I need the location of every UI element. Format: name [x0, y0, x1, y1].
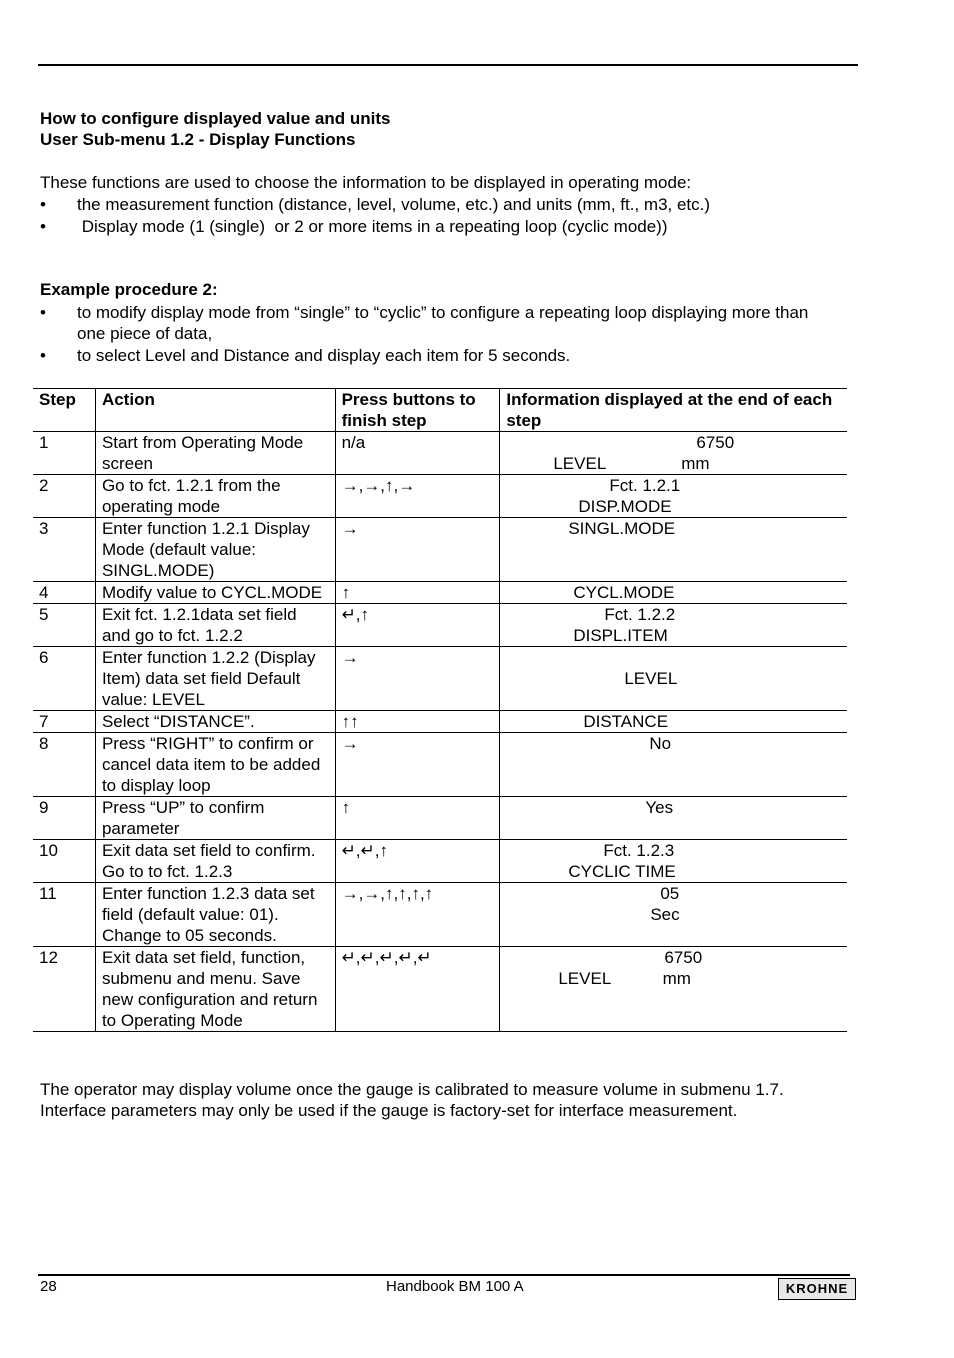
info-cell	[500, 711, 847, 733]
step-cell: 4	[33, 582, 95, 604]
action-cell: Exit fct. 1.2.1data set field and go to fct. 1.2.2	[95, 604, 335, 647]
page-number: 28	[40, 1278, 57, 1295]
step-cell: 11	[33, 883, 95, 947]
step-cell: 8	[33, 733, 95, 797]
info-line: 6750	[696, 433, 735, 452]
action-cell: Start from Operating Mode screen	[95, 432, 335, 475]
info-line: Fct. 1.2.2	[604, 605, 676, 624]
press-buttons-cell: →	[335, 518, 500, 582]
press-buttons-cell: →	[335, 647, 500, 711]
krohne-logo: KROHNE	[778, 1278, 856, 1300]
bullet-icon: •	[40, 303, 46, 322]
example-title: Example procedure 2:	[40, 280, 218, 299]
info-cell	[500, 840, 847, 883]
press-buttons-cell: ↑	[335, 582, 500, 604]
header-action: Action	[95, 389, 335, 432]
info-line: No	[649, 734, 672, 753]
step-cell: 9	[33, 797, 95, 840]
info-line: Fct. 1.2.1	[609, 476, 681, 495]
action-cell: Select “DISTANCE”.	[95, 711, 335, 733]
table-header-row	[33, 389, 847, 432]
info-line: Yes	[645, 798, 674, 817]
press-buttons-cell: ↵,↑	[335, 604, 500, 647]
action-cell: Enter function 1.2.2 (Display Item) data set field Default value: LEVEL	[95, 647, 335, 711]
header-rule	[38, 64, 858, 66]
footer-rule	[38, 1274, 850, 1276]
info-cell	[500, 475, 847, 518]
intro-text: These functions are used to choose the information to be displayed in operating mode:	[40, 173, 692, 192]
info-cell	[500, 947, 847, 1032]
info-line: DISTANCE	[583, 712, 669, 731]
step-cell: 1	[33, 432, 95, 475]
bullet-icon: •	[40, 217, 46, 236]
bullet-icon: •	[40, 195, 46, 214]
info-line: CYCLIC TIME	[568, 862, 676, 881]
info-cell	[500, 432, 847, 475]
press-buttons-cell: ↵,↵,↑	[335, 840, 500, 883]
action-cell: Enter function 1.2.1 Display Mode (default value: SINGL.MODE)	[95, 518, 335, 582]
step-cell: 2	[33, 475, 95, 518]
table-row	[33, 797, 847, 840]
info-line: Fct. 1.2.3	[603, 841, 675, 860]
info-cell	[500, 582, 847, 604]
info-line: DISPL.ITEM	[573, 626, 668, 645]
action-cell: Go to fct. 1.2.1 from the operating mode	[95, 475, 335, 518]
table-row	[33, 733, 847, 797]
info-line: LEVEL mm	[553, 454, 710, 473]
section-heading: How to configure displayed value and units	[40, 109, 391, 128]
table-row	[33, 711, 847, 733]
info-cell	[500, 733, 847, 797]
info-line: 05	[660, 884, 680, 903]
action-cell: Modify value to CYCL.MODE	[95, 582, 335, 604]
info-cell	[500, 797, 847, 840]
header-press: Press buttons to finish step	[335, 389, 500, 432]
table-row	[33, 947, 847, 1032]
info-line: 6750	[664, 948, 703, 967]
header-step: Step	[33, 389, 95, 432]
procedure-table	[33, 388, 847, 1032]
press-buttons-cell: →,→,↑,↑,↑,↑	[335, 883, 500, 947]
action-cell: Exit data set field to confirm. Go to to fct. 1.2.3	[95, 840, 335, 883]
action-cell: Enter function 1.2.3 data set field (default value: 01). Change to 05 seconds.	[95, 883, 335, 947]
step-cell: 12	[33, 947, 95, 1032]
info-cell	[500, 604, 847, 647]
info-cell	[500, 883, 847, 947]
info-cell	[500, 518, 847, 582]
table-row	[33, 432, 847, 475]
table-row	[33, 518, 847, 582]
info-line: SINGL.MODE	[568, 519, 676, 538]
press-buttons-cell: ↑↑	[335, 711, 500, 733]
section-subheading: User Sub-menu 1.2 - Display Functions	[40, 130, 356, 149]
step-cell: 10	[33, 840, 95, 883]
info-cell	[500, 647, 847, 711]
table-row	[33, 647, 847, 711]
info-line: Sec	[650, 905, 680, 924]
info-line: CYCL.MODE	[573, 583, 675, 602]
table-row	[33, 582, 847, 604]
info-line: DISP.MODE	[578, 497, 672, 516]
table-row	[33, 475, 847, 518]
table-row	[33, 604, 847, 647]
press-buttons-cell: →,→,↑,→	[335, 475, 500, 518]
step-cell: 5	[33, 604, 95, 647]
press-buttons-cell: ↑	[335, 797, 500, 840]
step-cell: 7	[33, 711, 95, 733]
header-info: Information displayed at the end of each step	[500, 389, 847, 432]
step-cell: 3	[33, 518, 95, 582]
bullet-icon: •	[40, 346, 46, 365]
press-buttons-cell: →	[335, 733, 500, 797]
example-bullet: • to modify display mode from “single” to “cyclic” to configure a repeating loop displaying more than one piece of data,	[40, 303, 809, 343]
press-buttons-cell: ↵,↵,↵,↵,↵	[335, 947, 500, 1032]
footer-title: Handbook BM 100 A	[386, 1278, 524, 1295]
info-line	[506, 647, 841, 668]
action-cell: Press “RIGHT” to confirm or cancel data item to be added to display loop	[95, 733, 335, 797]
action-cell: Press “UP” to confirm parameter	[95, 797, 335, 840]
step-cell: 6	[33, 647, 95, 711]
closing-text: The operator may display volume once the gauge is calibrated to measure volume in submenu 1.7. Interface parameters may only be used if the gauge is factory-set for interface measurement.	[40, 1080, 784, 1120]
action-cell: Exit data set field, function, submenu and menu. Save new configuration and return to Operating Mode	[95, 947, 335, 1032]
info-line: LEVEL	[624, 669, 678, 688]
table-row	[33, 840, 847, 883]
table-row	[33, 883, 847, 947]
press-buttons-cell: n/a	[335, 432, 500, 475]
info-line: LEVEL mm	[558, 969, 691, 988]
